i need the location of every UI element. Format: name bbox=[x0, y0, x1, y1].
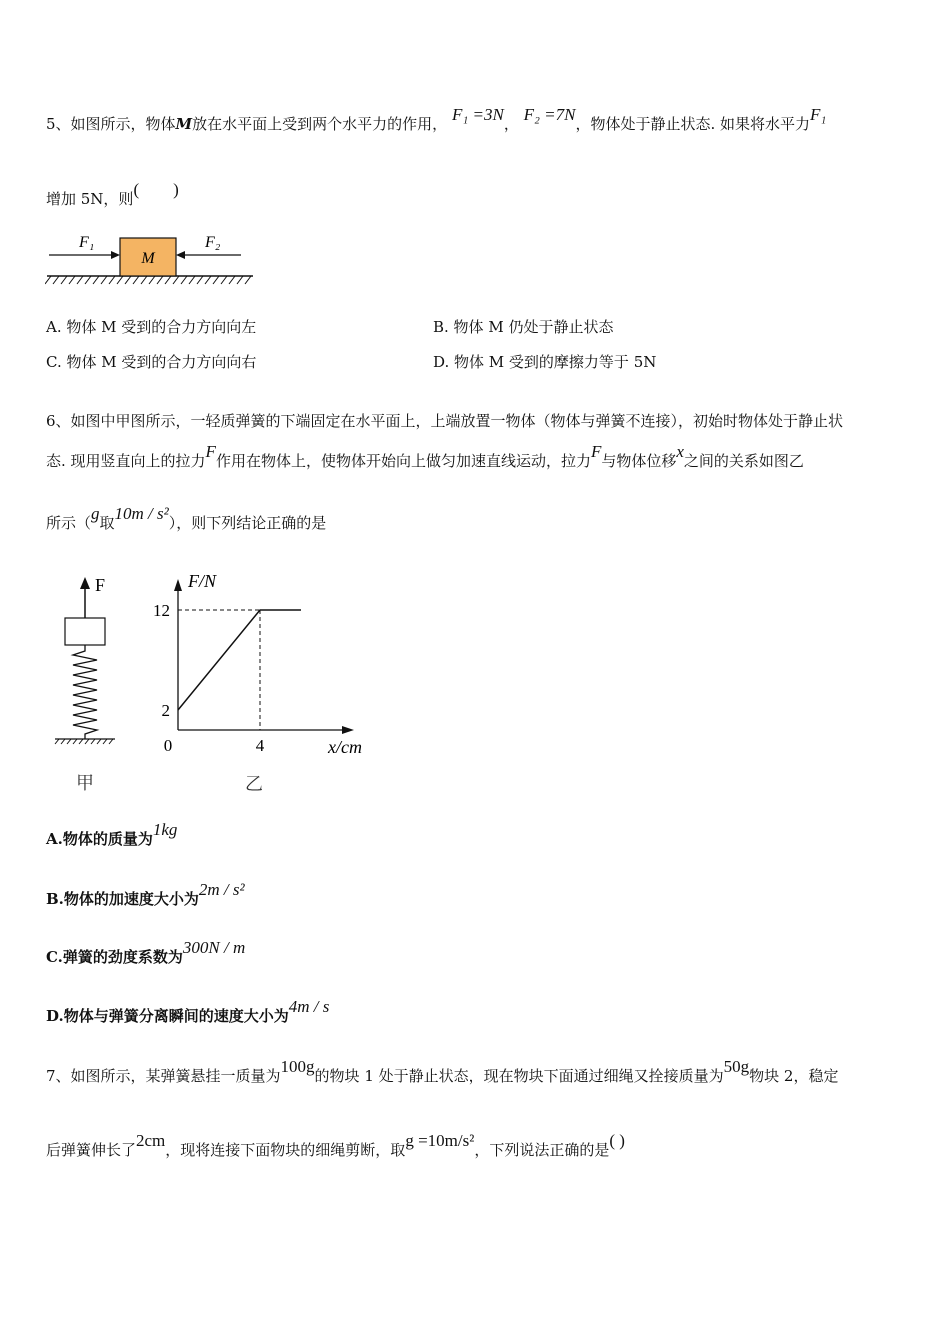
q6-option-a-value: 1kg bbox=[152, 820, 178, 839]
q7-text: 物块 2，稳定 bbox=[749, 1067, 839, 1085]
f2-label: F₂ bbox=[205, 234, 221, 251]
q6-var-x: x bbox=[676, 442, 684, 461]
q6-option-d bbox=[46, 997, 330, 1025]
force-label: F bbox=[95, 575, 106, 595]
q6-option-a-label: A.物体的质量为 bbox=[46, 830, 153, 848]
q7-length: 2cm bbox=[136, 1131, 166, 1150]
q7-text: ，下列说法正确的是 bbox=[474, 1141, 610, 1159]
q6-text: 态. 现用竖直向上的拉力 bbox=[46, 452, 206, 470]
q6-option-c-label: C.弹簧的劲度系数为 bbox=[46, 948, 183, 966]
q7-text: 7、如图所示，某弹簧悬挂一质量为 bbox=[46, 1067, 281, 1085]
q6-var-g: g bbox=[91, 504, 100, 523]
q6-line1: 6、如图中甲图所示，一轻质弹簧的下端固定在水平面上，上端放置一物体（物体与弹簧不连接），初始时物体处于静止状 bbox=[46, 412, 844, 430]
q6-line3 bbox=[46, 504, 327, 532]
f1-arrowhead bbox=[111, 251, 120, 259]
q5-option-a: A. 物体 M 受到的合力方向向左 bbox=[46, 318, 257, 336]
x-axis-label: x/cm bbox=[328, 737, 362, 757]
q6-option-b bbox=[46, 880, 245, 908]
q6-option-a bbox=[46, 820, 178, 848]
q5-option-c: C. 物体 M 受到的合力方向向右 bbox=[46, 353, 257, 371]
q7-g-value: g =10m/s² bbox=[405, 1131, 475, 1150]
q5-text: ，物体处于静止状态. 如果将水平力 bbox=[575, 115, 811, 133]
q6-text: 取 bbox=[99, 514, 115, 532]
q6-text: 作用在物体上，使物体开始向上做匀加速直线运动，拉力 bbox=[215, 452, 591, 470]
q7-line1 bbox=[46, 1057, 839, 1085]
q6-var-f: F bbox=[590, 442, 602, 461]
figure-caption-jia: 甲 bbox=[76, 773, 94, 793]
f-x-series-line bbox=[178, 610, 301, 710]
q5-f1-equation: F₁ =3N bbox=[451, 105, 504, 124]
q6-option-b-value: 2m / s² bbox=[198, 880, 245, 899]
q6-option-d-label: D.物体与弹簧分离瞬间的速度大小为 bbox=[46, 1007, 289, 1025]
spring-base-hatch bbox=[55, 739, 113, 744]
q5-option-b: B. 物体 M 仍处于静止状态 bbox=[433, 318, 614, 336]
y-tick-label-12: 12 bbox=[153, 601, 170, 620]
q7-text: ，现将连接下面物块的细绳剪断，取 bbox=[165, 1141, 406, 1159]
q6-option-c bbox=[46, 938, 246, 966]
spring-block bbox=[65, 618, 105, 645]
q6-line2 bbox=[46, 442, 804, 470]
spring-coil bbox=[73, 645, 97, 739]
x-axis-arrowhead bbox=[342, 726, 354, 734]
q5-f1-symbol: F₁ bbox=[810, 105, 827, 124]
q7-answer-paren: ( ) bbox=[609, 1131, 625, 1150]
f2-arrowhead bbox=[176, 251, 185, 259]
q5-var-m: M bbox=[175, 115, 193, 133]
q5-option-d: D. 物体 M 受到的摩擦力等于 5N bbox=[433, 353, 657, 371]
q5-text: ， bbox=[503, 115, 519, 133]
q7-text: 的物块 1 处于静止状态，现在物块下面通过细绳又拴接质量为 bbox=[314, 1067, 724, 1085]
y-axis-arrowhead bbox=[174, 579, 182, 591]
x-tick-label-4: 4 bbox=[255, 736, 265, 755]
q5-figure bbox=[45, 228, 265, 288]
q7-mass-1: 100g bbox=[280, 1057, 315, 1076]
q7-line2 bbox=[46, 1131, 625, 1159]
q5-text: 5、如图所示，物体 bbox=[46, 115, 176, 133]
block-m-label: M bbox=[141, 250, 155, 267]
q6-figure-jia bbox=[45, 565, 135, 805]
q5-f2-equation: F₂ =7N bbox=[523, 105, 576, 124]
ground-hatch bbox=[45, 276, 251, 284]
q5-text: 放在水平面上受到两个水平力的作用， bbox=[192, 115, 448, 133]
q7-text: 后弹簧伸长了 bbox=[46, 1141, 137, 1159]
y-tick-label-2: 2 bbox=[161, 701, 170, 720]
q6-text: 与物体位移 bbox=[601, 452, 677, 470]
q5-answer-paren: ( ) bbox=[133, 180, 179, 199]
q5-line2 bbox=[46, 180, 179, 208]
q6-var-f: F bbox=[205, 442, 216, 461]
q6-text: ），则下列结论正确的是 bbox=[168, 514, 327, 532]
q6-g-value: 10m / s² bbox=[114, 504, 169, 523]
q7-mass-2: 50g bbox=[723, 1057, 750, 1076]
x-tick-label-0: 0 bbox=[163, 736, 173, 755]
q6-text: 所示（ bbox=[46, 514, 92, 532]
q5-text: 增加 5N，则 bbox=[46, 190, 134, 208]
q6-option-b-label: B.物体的加速度大小为 bbox=[46, 890, 199, 908]
q6-option-c-value: 300N / m bbox=[182, 938, 246, 957]
f1-label: F₁ bbox=[79, 234, 95, 251]
force-arrowhead bbox=[80, 577, 90, 589]
y-axis-label: F/N bbox=[188, 571, 217, 591]
q6-option-d-value: 4m / s bbox=[288, 997, 330, 1016]
q5-line1 bbox=[46, 105, 827, 133]
q6-text: 之间的关系如图乙 bbox=[683, 452, 804, 470]
figure-caption-yi: 乙 bbox=[245, 774, 263, 794]
q6-figure-yi-chart bbox=[150, 565, 380, 805]
